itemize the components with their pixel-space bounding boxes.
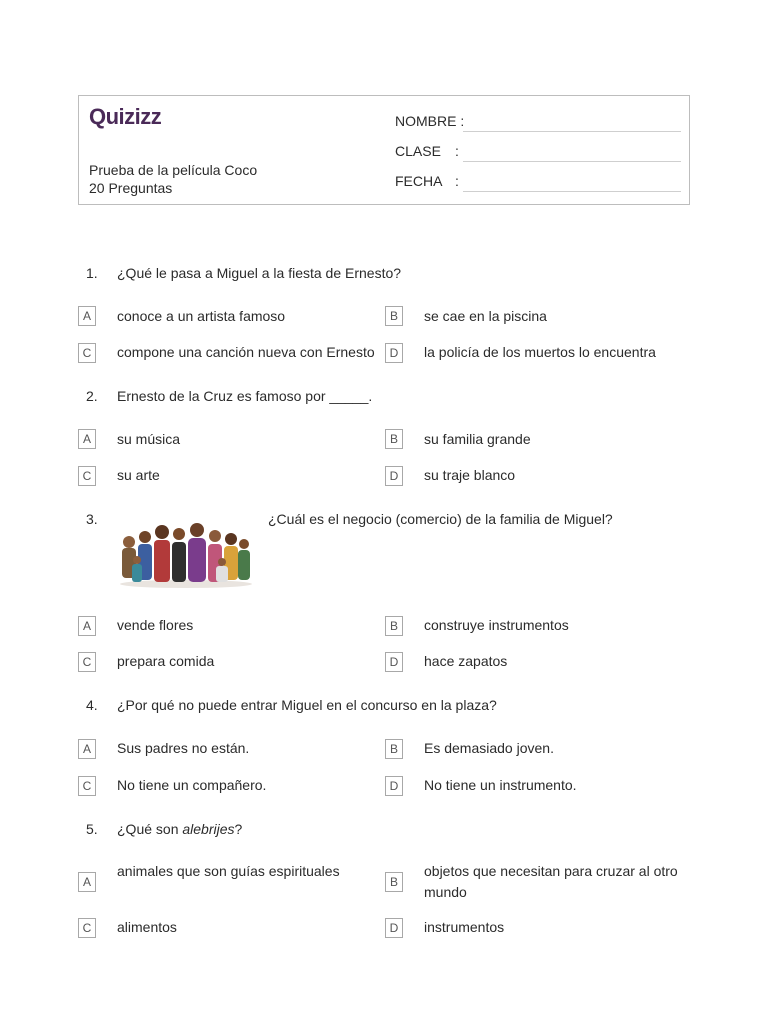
option-text: alimentos (117, 919, 177, 935)
question-count: 20 Preguntas (89, 180, 173, 196)
option-text: instrumentos (424, 919, 505, 935)
family-image (118, 520, 254, 588)
question-number: 5. (86, 821, 98, 837)
question-number: 2. (86, 388, 98, 404)
option-text: su traje blanco (424, 467, 516, 483)
option-box-a: A (78, 872, 96, 892)
fecha-label: FECHA (395, 173, 443, 189)
option-box-c: C (78, 343, 96, 363)
option-text: construye instrumentos (424, 617, 569, 633)
option-box-d: D (385, 652, 403, 672)
option-box-a: A (78, 616, 96, 636)
option-text: conoce a un artista famoso (117, 308, 286, 324)
question-text: ¿Cuál es el negocio (comercio) de la familia de Miguel? (268, 511, 613, 527)
question-number: 3. (86, 511, 98, 527)
option-box-a: A (78, 739, 96, 759)
option-box-d: D (385, 466, 403, 486)
family-figures (120, 523, 252, 588)
nombre-line (463, 131, 681, 132)
option-text: prepara comida (117, 653, 215, 669)
option-text: la policía de los muertos lo encuentra (424, 344, 656, 360)
option-box-b: B (385, 306, 403, 326)
worksheet-header (78, 95, 690, 205)
clase-label: CLASE (395, 143, 441, 159)
clase-line (463, 161, 681, 162)
question-number: 1. (86, 265, 98, 281)
option-box-c: C (78, 652, 96, 672)
question-text: ¿Por qué no puede entrar Miguel en el concurso en la plaza? (117, 697, 497, 713)
option-text: objetos que necesitan para cruzar al otro mundo (424, 863, 678, 900)
option-box-d: D (385, 343, 403, 363)
option-box-c: C (78, 466, 96, 486)
question-text: ¿Qué le pasa a Miguel a la fiesta de Ernesto? (117, 265, 402, 281)
option-text: su familia grande (424, 431, 531, 447)
option-box-c: C (78, 776, 96, 796)
option-text: No tiene un instrumento. (424, 777, 577, 793)
option-text: No tiene un compañero. (117, 777, 267, 793)
option-box-a: A (78, 429, 96, 449)
quizizz-logo: Quizizz (89, 104, 162, 129)
fecha-line (463, 191, 681, 192)
option-box-d: D (385, 776, 403, 796)
option-box-b: B (385, 429, 403, 449)
option-text: compone una canción nueva con Ernesto (117, 344, 375, 360)
option-text: su arte (117, 467, 160, 483)
question-text (117, 821, 242, 837)
question-text-suffix: ? (234, 821, 243, 837)
option-box-c: C (78, 918, 96, 938)
question-text-prefix: ¿Qué son (117, 821, 183, 837)
option-text: Sus padres no están. (117, 740, 250, 756)
clase-colon: : (455, 143, 459, 159)
question-number: 4. (86, 697, 98, 713)
nombre-label: NOMBRE : (395, 113, 465, 129)
question-text-italic: alebrijes (182, 821, 235, 837)
option-text: vende flores (117, 617, 194, 633)
option-box-b: B (385, 872, 403, 892)
quiz-title: Prueba de la película Coco (89, 162, 258, 178)
option-text: hace zapatos (424, 653, 508, 669)
option-box-d: D (385, 918, 403, 938)
question-text: Ernesto de la Cruz es famoso por _____. (117, 388, 373, 404)
option-box-b: B (385, 739, 403, 759)
option-text: animales que son guías espirituales (117, 863, 340, 879)
option-box-a: A (78, 306, 96, 326)
fecha-colon: : (455, 173, 459, 189)
option-text: su música (117, 431, 181, 447)
option-text: se cae en la piscina (424, 308, 547, 324)
option-box-b: B (385, 616, 403, 636)
option-text: Es demasiado joven. (424, 740, 554, 756)
